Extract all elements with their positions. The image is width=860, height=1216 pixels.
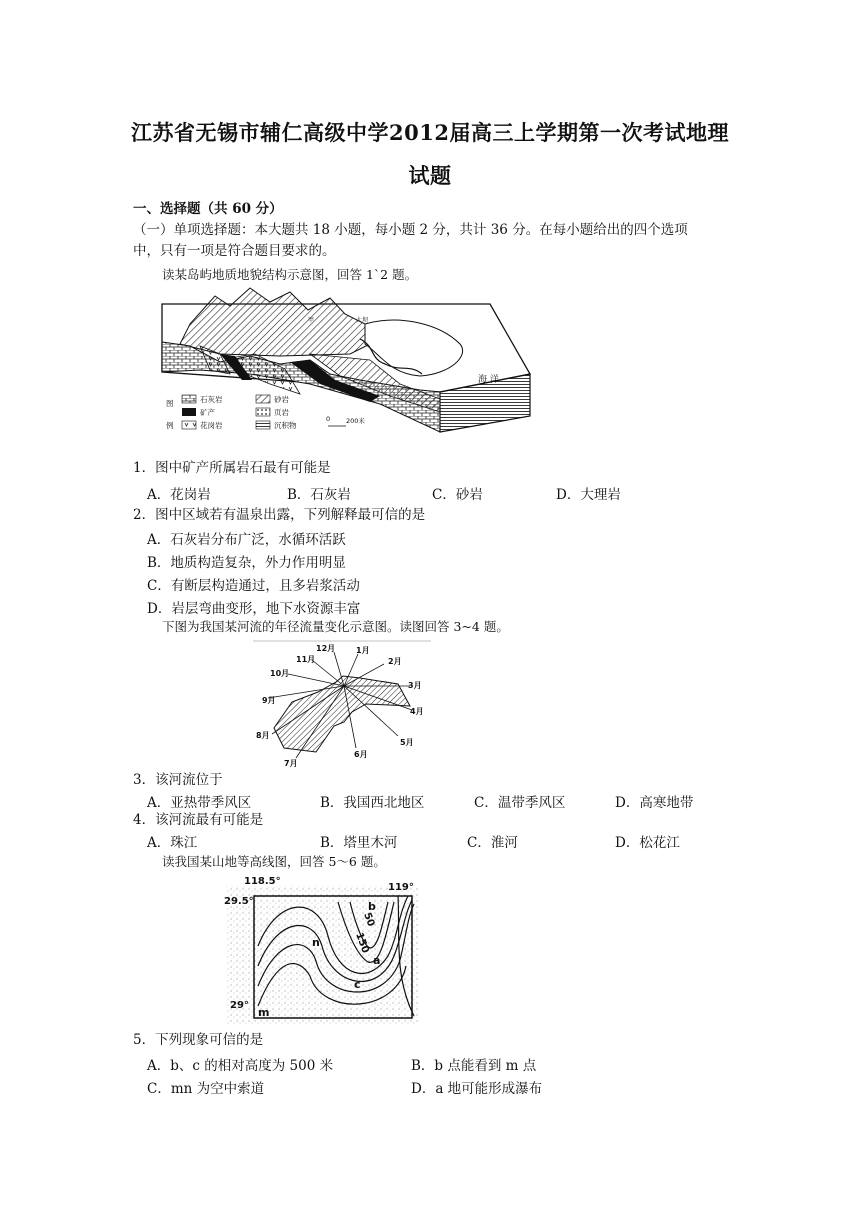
q4-stem: 4．该河流最有可能是	[133, 812, 264, 828]
legend-title-tu: 图	[166, 399, 174, 408]
label-jia: 甲	[308, 317, 315, 324]
q2-stem: 2．图中区域若有温泉出露，下列解释最可信的是	[133, 507, 426, 523]
legend-swatch-sediment	[256, 421, 270, 429]
label-dam: 大坝	[356, 317, 369, 324]
legend-swatch-sandstone	[256, 395, 270, 403]
point-m: m	[258, 1006, 270, 1019]
contour-label-150: 150	[353, 931, 371, 955]
runoff-radial-diagram	[248, 640, 438, 768]
section-heading: 一、选择题（共 60 分）	[133, 201, 283, 217]
point-c: c	[354, 978, 361, 991]
month-label: 1月	[356, 646, 370, 655]
legend-limestone: 石灰岩	[200, 395, 223, 404]
lon-right: 119°	[388, 882, 414, 893]
page-title-cont: 试题	[408, 163, 452, 188]
legend-swatch-granite	[182, 421, 196, 429]
q3-option-b: B．我国西北地区	[320, 795, 425, 811]
instruction-line-1: （一）单项选择题：本大题共 18 小题，每小题 2 分，共计 36 分。在每小题给出的四个选项	[133, 222, 688, 238]
legend-shale: 页岩	[274, 408, 289, 417]
month-label: 8月	[256, 731, 270, 740]
point-n: n	[312, 936, 320, 949]
month-label: 6月	[354, 750, 368, 759]
month-label: 4月	[410, 707, 424, 716]
contour-label-50: 50	[361, 911, 377, 929]
intro-q5-6: 读我国某山地等高线图，回答 5～6 题。	[162, 854, 386, 869]
q4-option-b: B．塔里木河	[320, 835, 398, 851]
month-label: 7月	[284, 759, 298, 768]
legend-ore: 矿产	[200, 408, 215, 417]
scale-label: 200米	[346, 417, 365, 425]
month-label: 12月	[316, 644, 336, 653]
q4-option-d: D．松花江	[615, 835, 680, 851]
q5-option-a: A．b、c 的相对高度为 500 米	[147, 1058, 334, 1074]
intro-q3-4: 下图为我国某河流的年径流量变化示意图。读图回答 3~4 题。	[162, 619, 509, 634]
label-ocean: 海 洋	[478, 375, 499, 385]
legend-swatch-shale	[256, 408, 270, 416]
month-label: 9月	[262, 696, 276, 705]
q2-option-c: C．有断层构造通过，且多岩浆活动	[147, 578, 360, 594]
q3-option-a: A．亚热带季风区	[147, 795, 252, 811]
lon-left: 118.5°	[244, 876, 281, 887]
contour-map	[218, 876, 428, 1028]
q5-stem: 5．下列现象可信的是	[133, 1032, 264, 1048]
q4-option-c: C．淮河	[467, 835, 518, 851]
q1-stem: 1．图中矿产所属岩石最有可能是	[133, 460, 331, 476]
q2-option-b: B．地质构造复杂，外力作用明显	[147, 555, 346, 571]
legend-sandstone: 砂岩	[274, 395, 289, 404]
intro-q1-2: 读某岛屿地质地貌结构示意图，回答 1`2 题。	[162, 267, 418, 282]
q1-option-d: D．大理岩	[556, 487, 621, 503]
geology-block-diagram	[160, 284, 532, 440]
q1-option-c: C．砂岩	[432, 487, 483, 503]
q5-option-d: D．a 地可能形成瀑布	[411, 1081, 543, 1097]
q3-option-c: C．温带季风区	[474, 795, 566, 811]
legend-title-li: 例	[166, 421, 174, 430]
scale-zero: 0	[326, 415, 331, 423]
q3-option-d: D．高寒地带	[615, 795, 694, 811]
month-label: 2月	[388, 657, 402, 666]
instruction-line-2: 中，只有一项是符合题目要求的。	[133, 243, 336, 259]
legend-swatch-limestone	[182, 395, 196, 403]
q5-option-c: C．mn 为空中索道	[147, 1081, 265, 1097]
month-label: 10月	[270, 669, 290, 678]
q3-stem: 3．该河流位于	[133, 772, 223, 788]
legend-sediment: 沉积物	[274, 421, 297, 430]
month-label: 11月	[296, 655, 316, 664]
q2-option-a: A．石灰岩分布广泛，水循环活跃	[147, 532, 346, 548]
point-b: b	[368, 900, 376, 913]
q2-option-d: D．岩层弯曲变形，地下水资源丰富	[147, 601, 361, 617]
page-title: 江苏省无锡市辅仁高级中学2012届高三上学期第一次考试地理	[131, 120, 729, 145]
legend-swatch-ore	[182, 408, 196, 416]
lat-top: 29.5°	[224, 896, 254, 907]
point-a: a	[373, 954, 381, 967]
month-label: 5月	[400, 738, 414, 747]
legend-granite: 花岗岩	[200, 421, 223, 430]
q5-option-b: B．b 点能看到 m 点	[411, 1058, 537, 1074]
q1-option-b: B．石灰岩	[287, 487, 351, 503]
month-label: 3月	[408, 681, 422, 690]
lat-bottom: 29°	[230, 1000, 249, 1011]
q4-option-a: A．珠江	[147, 835, 198, 851]
q1-option-a: A．花岗岩	[147, 487, 211, 503]
